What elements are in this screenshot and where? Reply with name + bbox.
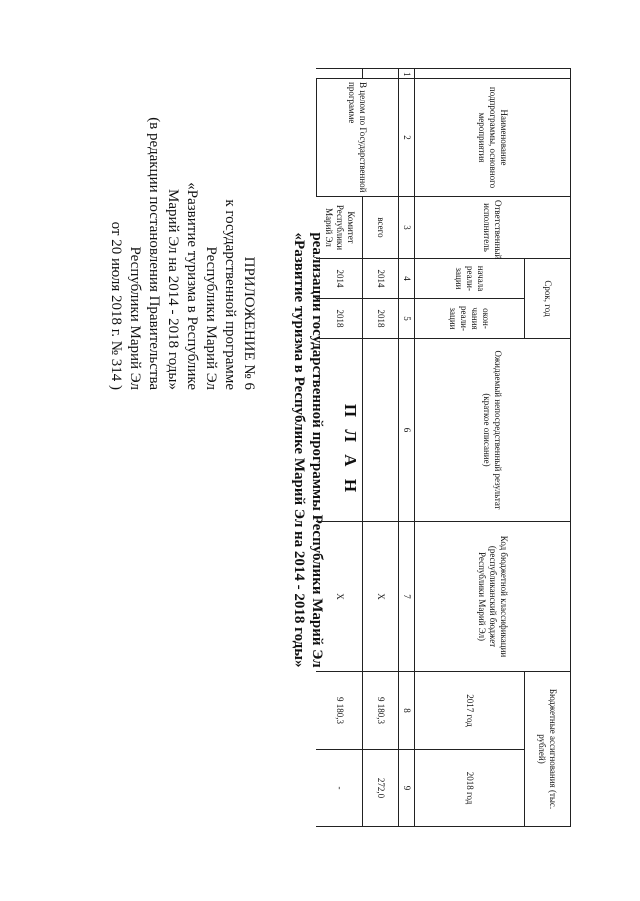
title-line-2: «Развитие туризма в Республике Марий Эл на 2014 - 2018 годы» xyxy=(291,232,307,668)
title-line-1: реализации государственной программы Республики Марий Эл xyxy=(309,232,325,668)
col-number: 3 xyxy=(399,197,415,259)
plan-heading: П Л А Н xyxy=(341,403,360,497)
row-code: Х xyxy=(317,522,363,672)
row-2018: 272,0 xyxy=(363,750,399,827)
header-year-2018: 2018 год xyxy=(415,750,525,827)
appendix-line: Республики Марий Эл xyxy=(203,246,219,390)
row-num xyxy=(363,69,399,79)
row-name: В целом по Государственной программе xyxy=(317,79,399,197)
col-number: 5 xyxy=(399,299,415,339)
row-start: 2014 xyxy=(317,259,363,299)
col-number: 7 xyxy=(399,522,415,672)
row-result xyxy=(363,339,399,522)
col-number: 6 xyxy=(399,339,415,522)
col-number: 4 xyxy=(399,259,415,299)
col-number: 1 xyxy=(399,69,415,79)
row-start: 2014 xyxy=(363,259,399,299)
row-executor: Комитет Республики Марий Эл xyxy=(317,197,363,259)
row-executor: всего xyxy=(363,197,399,259)
appendix-line: «Развитие туризма в Республике xyxy=(184,182,200,390)
col-number: 9 xyxy=(399,750,415,827)
header-result: Ожидаемый непосредственный результат (краткое описание) xyxy=(415,339,571,522)
row-2018: - xyxy=(317,750,363,827)
appendix-block xyxy=(106,110,258,390)
row-2017: 9 180,3 xyxy=(317,672,363,750)
header-num-cell xyxy=(415,69,571,79)
header-year-2017: 2017 год xyxy=(415,672,525,750)
header-term-start: начала реали-зации xyxy=(415,259,525,299)
row-2017: 9 180,3 xyxy=(363,672,399,750)
appendix-line: к государственной программе xyxy=(222,199,238,390)
col-number: 8 xyxy=(399,672,415,750)
appendix-line: (в редакции постановления Правительства xyxy=(146,117,162,390)
row-end: 2018 xyxy=(363,299,399,339)
row-end: 2018 xyxy=(317,299,363,339)
appendix-line: Республики Марий Эл xyxy=(127,246,143,390)
appendix-line: Марий Эл на 2014 - 2018 годы» xyxy=(165,189,181,390)
header-term-end: окон-чания реали-зации xyxy=(415,299,525,339)
header-executor: Ответственный исполнитель xyxy=(415,197,571,259)
appendix-line: от 20 июля 2018 г. № 314 ) xyxy=(108,221,124,390)
row-code: Х xyxy=(363,522,399,672)
row-num xyxy=(317,69,363,79)
header-name: Наименование подпрограммы, основного мероприятия xyxy=(415,79,571,197)
row-result xyxy=(317,339,363,522)
table-row xyxy=(363,69,399,827)
header-term: Срок, год xyxy=(525,259,571,339)
col-number: 2 xyxy=(399,79,415,197)
plan-table xyxy=(316,68,571,827)
header-budget: Бюджетные ассигнования (тыс. рублей) xyxy=(525,672,571,827)
header-code: Код бюджетной классификации (республиканский бюджет Республики Марий Эл) xyxy=(415,522,571,672)
appendix-line: ПРИЛОЖЕНИЕ № 6 xyxy=(241,256,257,390)
